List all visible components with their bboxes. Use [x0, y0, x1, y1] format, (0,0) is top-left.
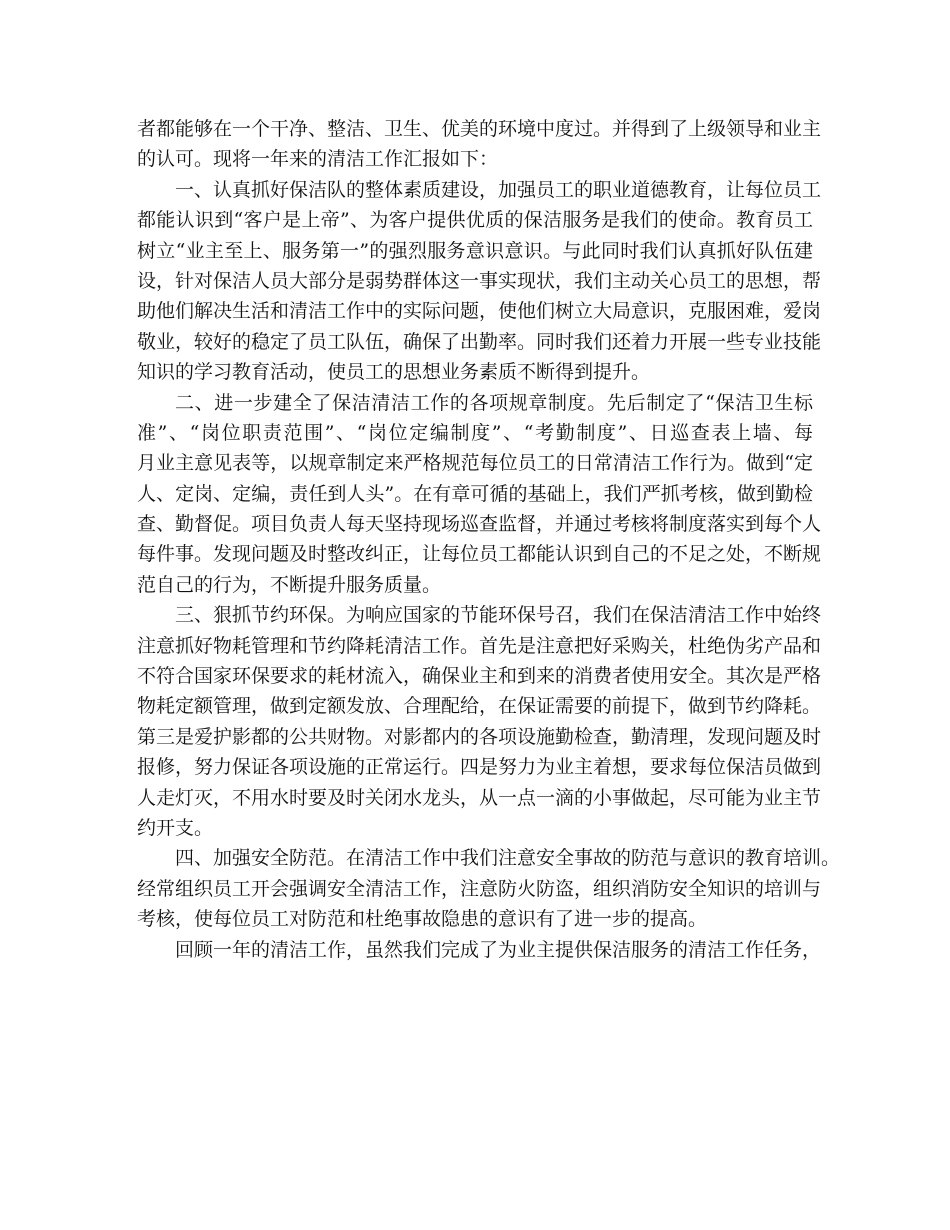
text-line: 人走灯灭，不用水时要及时关闭水龙头，从一点一滴的小事做起，尽可能为业主节 [137, 786, 822, 809]
text-line: 约开支。 [137, 816, 214, 839]
text-line: 人、定岗、定编，责任到人头”。在有章可循的基础上，我们严抓考核，做到勤检 [137, 482, 813, 505]
text-line: 敬业，较好的稳定了员工队伍，确保了出勤率。同时我们还着力开展一些专业技能 [137, 330, 822, 353]
body-text [137, 114, 841, 965]
text-line: 经常组织员工开会强调安全清洁工作，注意防火防盗，组织消防安全知识的培训与 [137, 877, 822, 900]
text-line: 一、认真抓好保洁队的整体素质建设，加强员工的职业道德教育，让每位员工 [175, 178, 822, 201]
text-line: 不符合国家环保要求的耗材流入，确保业主和到来的消费者使用安全。其次是严格 [137, 665, 822, 688]
text-line: 物耗定额管理，做到定额发放、合理配给，在保证需要的前提下，做到节约降耗。 [137, 695, 822, 718]
text-line: 准”、“岗位职责范围”、“岗位定编制度”、“考勤制度”、日巡查表上墙、每 [137, 421, 813, 444]
text-line: 设，针对保洁人员大部分是弱势群体这一事实现状，我们主动关心员工的思想，帮 [137, 269, 822, 292]
text-line: 的认可。现将一年来的清洁工作汇报如下： [137, 148, 499, 171]
text-line: 都能认识到“客户是上帝”、为客户提供优质的保洁服务是我们的使命。教育员工 [137, 209, 813, 232]
text-line: 第三是爱护影都的公共财物。对影都内的各项设施勤检查，勤清理，发现问题及时 [137, 725, 822, 748]
text-line: 查、勤督促。项目负责人每天坚持现场巡查监督，并通过考核将制度落实到每个人 [137, 513, 822, 536]
text-line: 范自己的行为，不断提升服务质量。 [137, 573, 442, 596]
text-line: 报修，努力保证各项设施的正常运行。四是努力为业主着想，要求每位保洁员做到 [137, 756, 822, 779]
text-line: 三、狠抓节约环保。为响应国家的节能环保号召，我们在保洁清洁工作中始终 [175, 604, 822, 627]
text-line: 助他们解决生活和清洁工作中的实际问题，使他们树立大局意识，克服困难，爱岗 [137, 300, 822, 323]
text-line: 二、进一步建全了保洁清洁工作的各项规章制度。先后制定了“保洁卫生标 [175, 391, 813, 414]
text-line: 每件事。发现问题及时整改纠正，让每位员工都能认识到自己的不足之处，不断规 [137, 543, 822, 566]
text-line: 者都能够在一个干净、整洁、卫生、优美的环境中度过。并得到了上级领导和业主 [137, 118, 822, 140]
text-line: 考核，使每位员工对防范和杜绝事故隐患的意识有了进一步的提高。 [137, 908, 708, 931]
text-line: 回顾一年的清洁工作，虽然我们完成了为业主提供保洁服务的清洁工作任务， [175, 938, 822, 961]
text-line: 树立“业主至上、服务第一”的强烈服务意识意识。与此同时我们认真抓好队伍建 [137, 239, 813, 262]
text-line: 注意抓好物耗管理和节约降耗清洁工作。首先是注意把好采购关，杜绝伪劣产品和 [137, 634, 822, 657]
text-line: 四、加强安全防范。在清洁工作中我们注意安全事故的防范与意识的教育培训。 [175, 847, 841, 870]
text-line: 月业主意见表等，以规章制定来严格规范每位员工的日常清洁工作行为。做到“定 [137, 452, 813, 475]
text-line: 知识的学习教育活动，使员工的思想业务素质不断得到提升。 [137, 361, 651, 384]
